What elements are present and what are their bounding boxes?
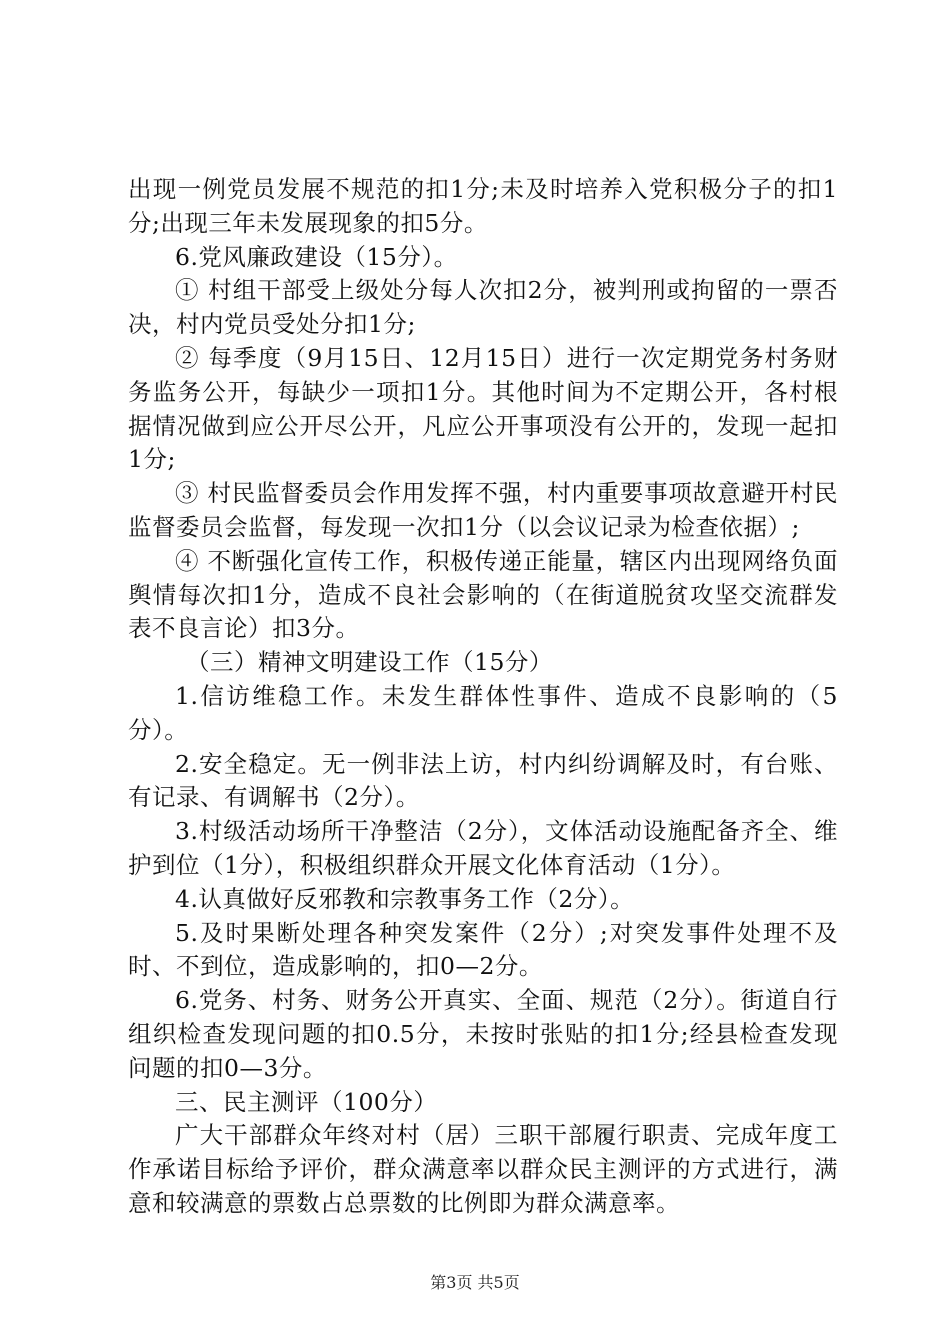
list-item-2: ② 每季度（9月15日、12月15日）进行一次定期党务村务财务监务公开，每缺少一项扣1分。其他时间为不定期公开，各村根据情况做到应公开尽公开，凡应公开事项没有公开的，发现一起扣1分; [128,343,838,474]
list-item-3: ③ 村民监督委员会作用发挥不强，村内重要事项故意避开村民监督委员会监督，每发现一次扣1分（以会议记录为检查依据）; [128,479,838,541]
numbered-item-3: 3.村级活动场所干净整洁（2分），文体活动设施配备齐全、维护到位（1分），积极组织群众开展文化体育活动（1分）。 [128,817,838,879]
section-heading-democratic-evaluation: 三、民主测评（100分） [175,1087,438,1116]
list-item-1: ① 村组干部受上级处分每人次扣2分，被判刑或拘留的一票否决，村内党员受处分扣1分; [128,276,838,339]
numbered-item-2: 2.安全稳定。无一例非法上访，村内纠纷调解及时，有台账、有记录、有调解书（2分）。 [128,749,838,812]
document-body [128,173,838,1221]
numbered-item-6: 6.党务、村务、财务公开真实、全面、规范（2分）。街道自行组织检查发现问题的扣0.5分，未按时张贴的扣1分;经县检查发现问题的扣0—3分。 [128,986,838,1082]
section-heading-spiritual-civilization: （三）精神文明建设工作（15分） [186,648,553,677]
paragraph-satisfaction-rate: 广大干部群众年终对村（居）三职干部履行职责、完成年度工作承诺目标给予评价，群众满意率以群众民主测评的方式进行，满意和较满意的票数占总票数的比例即为群众满意率。 [128,1121,838,1217]
numbered-item-5: 5.及时果断处理各种突发案件（2分）;对突发事件处理不及时、不到位，造成影响的，扣0—2分。 [128,918,838,981]
paragraph-continuation: 出现一例党员发展不规范的扣1分;未及时培养入党积极分子的扣1分;出现三年未发展现象的扣5分。 [128,175,838,237]
list-item-4: ④ 不断强化宣传工作，积极传递正能量，辖区内出现网络负面舆情每次扣1分，造成不良社会影响的（在街道脱贫攻坚交流群发表不良言论）扣3分。 [128,546,838,643]
numbered-item-4: 4.认真做好反邪教和宗教事务工作（2分）。 [175,884,635,913]
page-number-footer: 第3页 共5页 [430,1273,520,1292]
section-heading-party-integrity: 6.党风廉政建设（15分）。 [175,242,458,271]
numbered-item-1: 1.信访维稳工作。未发生群体性事件、造成不良影响的（5分）。 [128,681,838,744]
